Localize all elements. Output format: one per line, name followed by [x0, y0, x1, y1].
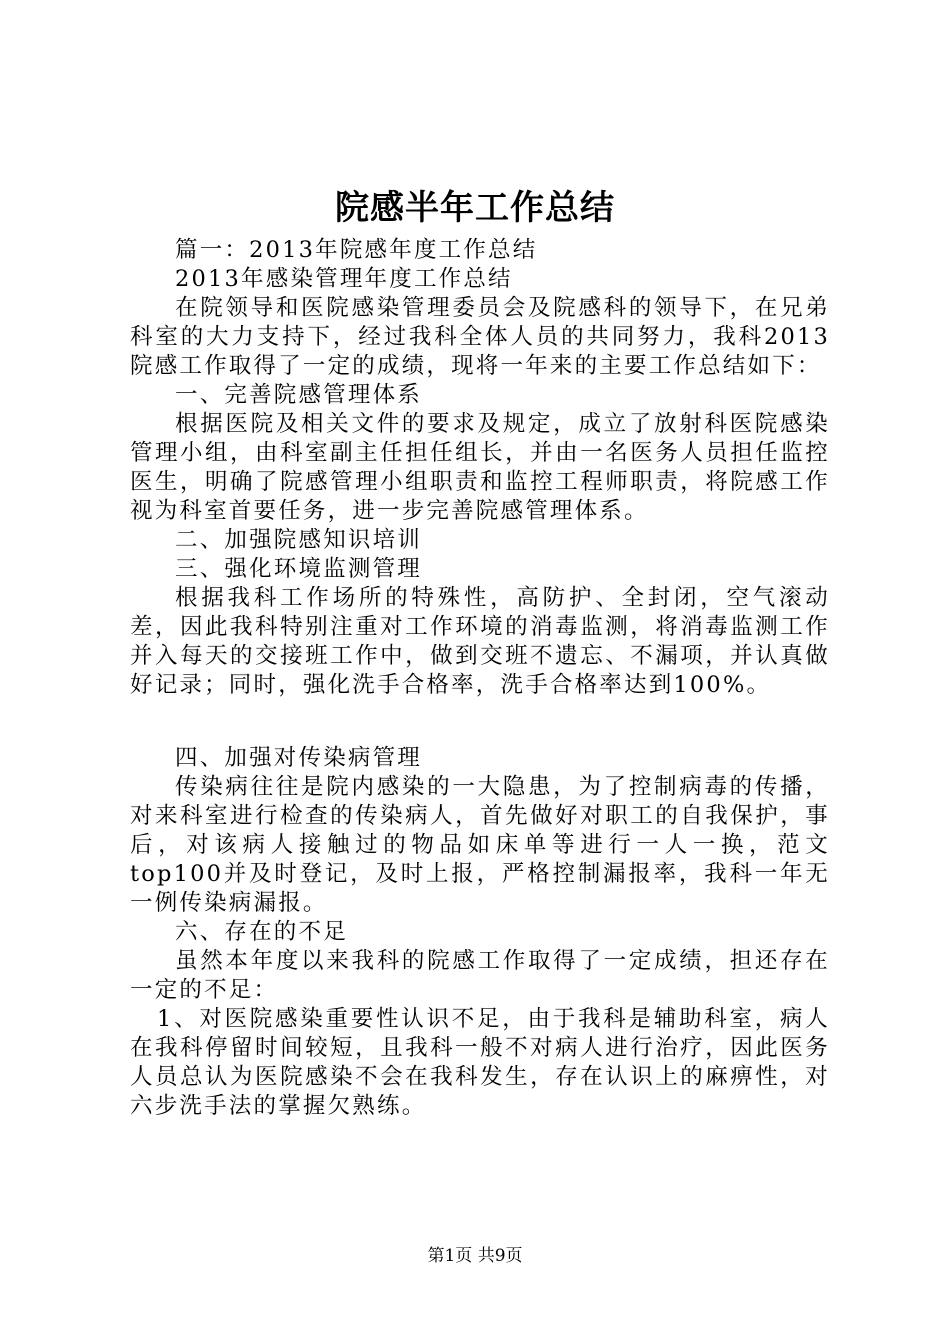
paragraph: 传染病往往是院内感染的一大隐患，为了控制病毒的传播，对来科室进行检查的传染病人，首先做好对职工的自我保护，事后，对该病人接触过的物品如床单等进行一人一换，范文top100并及时登记，及时上报，严格控制漏报率，我科一年无一例传染病漏报。 [130, 774, 830, 916]
blank-line [130, 700, 830, 744]
section-heading: 六、存在的不足 [175, 919, 348, 945]
paragraph: 在院领导和医院感染管理委员会及院感科的领导下，在兄弟科室的大力支持下，经过我科全体人员的共同努力，我科2013院感工作取得了一定的成绩，现将一年来的主要工作总结如下： [130, 295, 830, 379]
section-heading: 篇一：2013年院感年度工作总结 [175, 237, 538, 263]
paragraph: 虽然本年度以来我科的院感工作取得了一定成绩，担还存在一定的不足： [130, 948, 830, 1003]
section-heading: 二、加强院感知识培训 [175, 527, 423, 553]
section-heading: 四、加强对传染病管理 [175, 745, 423, 771]
paragraph: 1、对医院感染重要性认识不足，由于我科是辅助科室，病人在我科停留时间较短，且我科一般不对病人进行治疗，因此医务人员总认为医院感染不会在我科发生，存在认识上的麻痹性，对六步洗手法的掌握欠熟练。 [130, 1006, 830, 1119]
paragraph: 根据医院及相关文件的要求及规定，成立了放射科医院感染管理小组，由科室副主任担任组长，并由一名医务人员担任监控医生，明确了院感管理小组职责和监控工程师职责，将院感工作视为科室首要任务，进一步完善院感管理体系。 [130, 411, 830, 524]
paragraph: 根据我科工作场所的特殊性，高防护、全封闭，空气滚动差，因此我科特别注重对工作环境的消毒监测，将消毒监测工作并入每天的交接班工作中，做到交班不遗忘、不漏项，并认真做好记录；同时，强化洗手合格率，洗手合格率达到100%。 [130, 585, 830, 698]
document-title: 院感半年工作总结 [335, 188, 615, 228]
document-body [130, 236, 830, 1121]
subtitle: 2013年感染管理年度工作总结 [175, 266, 513, 292]
section-heading: 三、强化环境监测管理 [175, 556, 423, 582]
section-heading: 一、完善院感管理体系 [175, 382, 423, 408]
page-footer: 第1页 共9页 [427, 1246, 523, 1266]
